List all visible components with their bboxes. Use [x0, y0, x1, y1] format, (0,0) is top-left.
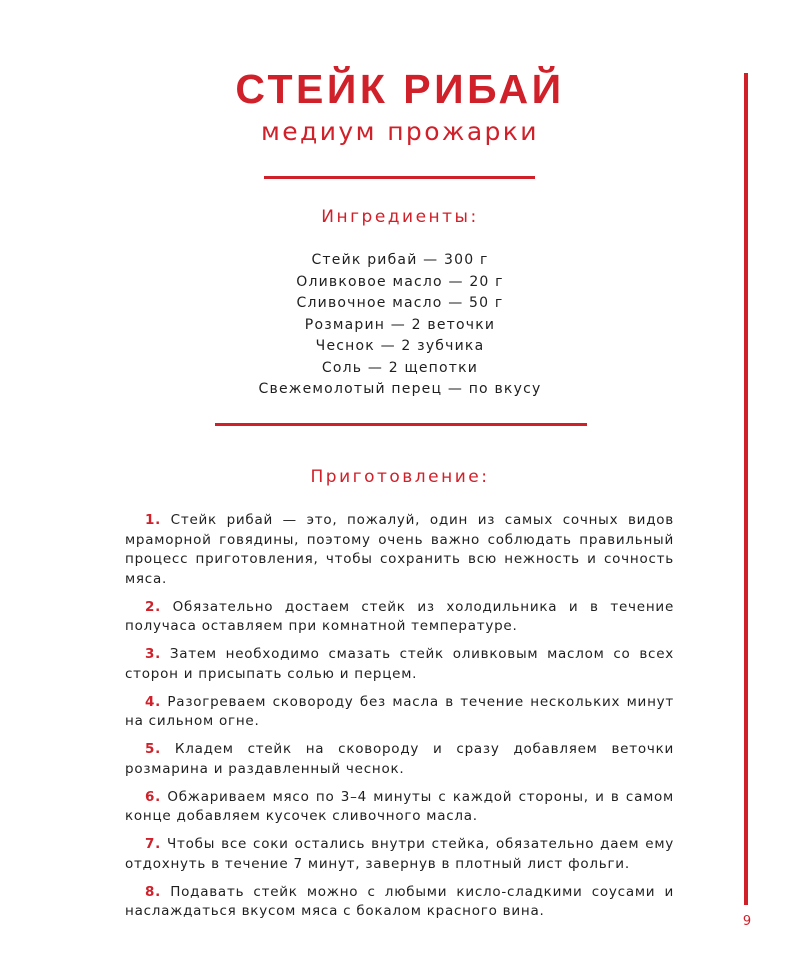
- step-number: 8.: [145, 883, 162, 900]
- step-text: Чтобы все соки остались внутри стейка, обязательно даем ему отдохнуть в течение 7 минут, завернув в плотный лист фольги.: [125, 836, 674, 872]
- ingredient-item: Стейк рибай — 300 г: [311, 252, 489, 268]
- recipe-title: СТЕЙК РИБАЙ: [235, 66, 565, 112]
- preparation-steps: [125, 511, 674, 930]
- page-number: 9: [742, 914, 752, 929]
- ingredient-item: Свежемолотый перец — по вкусу: [258, 381, 542, 397]
- ingredient-item: Розмарин — 2 веточки: [304, 316, 496, 333]
- step-item: [125, 693, 674, 732]
- step-item: [125, 835, 674, 874]
- step-number: 5.: [145, 741, 162, 757]
- step-text: Подавать стейк можно с любыми кисло-сладкими соусами и наслаждаться вкусом мяса с бокалом красного вина.: [125, 883, 674, 919]
- recipe-subtitle: медиум прожарки: [261, 117, 539, 146]
- ingredients-divider: [215, 423, 587, 426]
- side-accent-rule: [744, 73, 748, 905]
- step-item: [125, 788, 674, 827]
- title-divider: [264, 176, 535, 179]
- step-number: 7.: [145, 836, 162, 852]
- step-item: [125, 883, 674, 922]
- step-text: Кладем стейк на сковороду и сразу добавляем веточки розмарина и раздавленный чеснок.: [125, 741, 674, 777]
- step-text: Обязательно достаем стейк из холодильника и в течение получаса оставляем при комнатной температуре.: [125, 598, 674, 634]
- step-number: 1.: [145, 512, 162, 528]
- step-number: 2.: [145, 598, 162, 615]
- step-item: [125, 740, 674, 779]
- ingredient-item: Соль — 2 щепотки: [321, 359, 479, 376]
- preparation-heading: Приготовление:: [310, 467, 490, 487]
- ingredient-item: Чеснок — 2 зубчика: [315, 338, 485, 354]
- ingredients-heading: Ингредиенты:: [321, 207, 479, 227]
- step-item: [125, 645, 674, 684]
- step-text: Стейк рибай — это, пожалуй, один из самых сочных видов мраморной говядины, поэтому очень важно соблюдать правильный процесс приготовления, чтобы сохранить всю нежность и сочность мяса.: [125, 512, 674, 587]
- ingredient-item: Сливочное масло — 50 г: [296, 295, 504, 311]
- step-text: Обжариваем мясо по 3–4 минуты с каждой стороны, и в самом конце добавляем кусочек сливочного масла.: [125, 788, 674, 824]
- step-text: Затем необходимо смазать стейк оливковым маслом со всех сторон и присыпать солью и перцем.: [125, 646, 674, 682]
- ingredient-item: Оливковое масло — 20 г: [296, 273, 504, 290]
- ingredients-list: [160, 250, 640, 401]
- step-number: 6.: [145, 788, 162, 805]
- step-item: [125, 511, 674, 589]
- step-number: 3.: [145, 646, 162, 662]
- step-item: [125, 598, 674, 637]
- step-text: Разогреваем сковороду без масла в течение нескольких минут на сильном огне.: [125, 693, 674, 729]
- step-number: 4.: [145, 693, 162, 710]
